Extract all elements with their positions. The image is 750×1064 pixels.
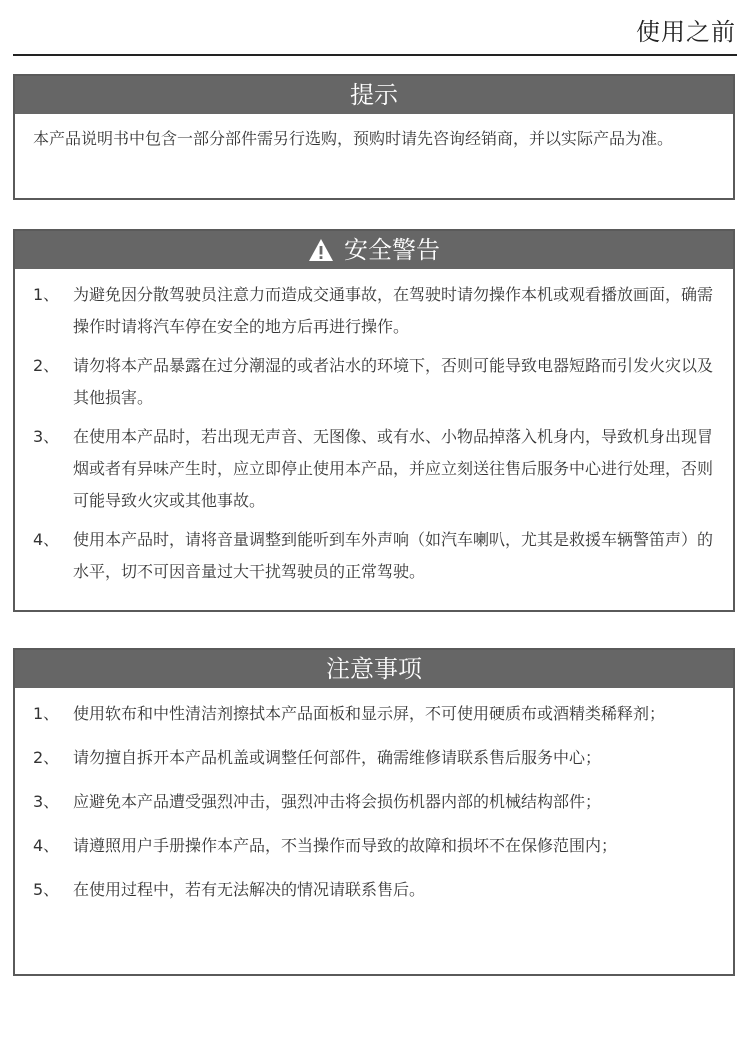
caution-item (33, 698, 721, 730)
item-text: 使用本产品时，请将音量调整到能听到车外声响（如汽车喇叭，尤其是救援车辆警笛声）的水平，切不可因音量过大干扰驾驶员的正常驾驶。 (73, 530, 714, 581)
caution-item (33, 742, 721, 774)
safety-warning-header (15, 231, 733, 269)
cautions-box (13, 648, 735, 976)
item-text: 请勿将本产品暴露在过分潮湿的或者沾水的环境下，否则可能导致电器短路而引发火灾以及其他损害。 (73, 356, 714, 407)
cautions-title: 注意事项 (326, 655, 422, 683)
item-text: 在使用本产品时，若出现无声音、无图像、或有水、小物品掉落入机身内，导致机身出现冒烟或者有异味产生时，应立即停止使用本产品，并应立刻送往售后服务中心进行处理，否则可能导致火灾或其他事故。 (73, 427, 714, 510)
notice-title: 提示 (350, 81, 398, 109)
item-text: 使用软布和中性清洁剂擦拭本产品面板和显示屏，不可使用硬质布或酒精类稀释剂； (73, 704, 666, 723)
safety-warning-title: 安全警告 (344, 236, 440, 264)
caution-item (33, 874, 721, 906)
warning-item (33, 524, 721, 588)
cautions-header (15, 650, 733, 688)
item-text: 请勿擅自拆开本产品机盖或调整任何部件，确需维修请联系售后服务中心； (73, 748, 602, 767)
item-number: 4、 (33, 530, 60, 549)
item-number: 5、 (33, 880, 60, 899)
item-number: 2、 (33, 356, 60, 375)
item-text: 应避免本产品遭受强烈冲击，强烈冲击将会损伤机器内部的机械结构部件； (73, 792, 602, 811)
notice-body (15, 114, 733, 155)
page-title: 使用之前 (636, 18, 736, 46)
warning-item (33, 279, 721, 343)
item-number: 3、 (33, 427, 60, 446)
safety-warning-box (13, 229, 735, 612)
warning-triangle-icon (308, 238, 334, 262)
caution-item (33, 830, 721, 862)
safety-warning-body (15, 269, 733, 588)
warning-item (33, 421, 721, 517)
notice-text: 本产品说明书中包含一部分部件需另行选购，预购时请先咨询经销商，并以实际产品为准。 (33, 129, 674, 148)
item-text: 为避免因分散驾驶员注意力而造成交通事故，在驾驶时请勿操作本机或观看播放画面，确需操作时请将汽车停在安全的地方后再进行操作。 (73, 285, 714, 336)
item-text: 在使用过程中，若有无法解决的情况请联系售后。 (73, 880, 426, 899)
item-number: 3、 (33, 792, 60, 811)
notice-box (13, 74, 735, 200)
title-divider (13, 54, 737, 56)
notice-header (15, 76, 733, 114)
item-number: 2、 (33, 748, 60, 767)
warning-item (33, 350, 721, 414)
cautions-body (15, 688, 733, 906)
item-text: 请遵照用户手册操作本产品，不当操作而导致的故障和损坏不在保修范围内； (73, 836, 618, 855)
caution-item (33, 786, 721, 818)
item-number: 1、 (33, 704, 60, 723)
item-number: 1、 (33, 285, 60, 304)
item-number: 4、 (33, 836, 60, 855)
